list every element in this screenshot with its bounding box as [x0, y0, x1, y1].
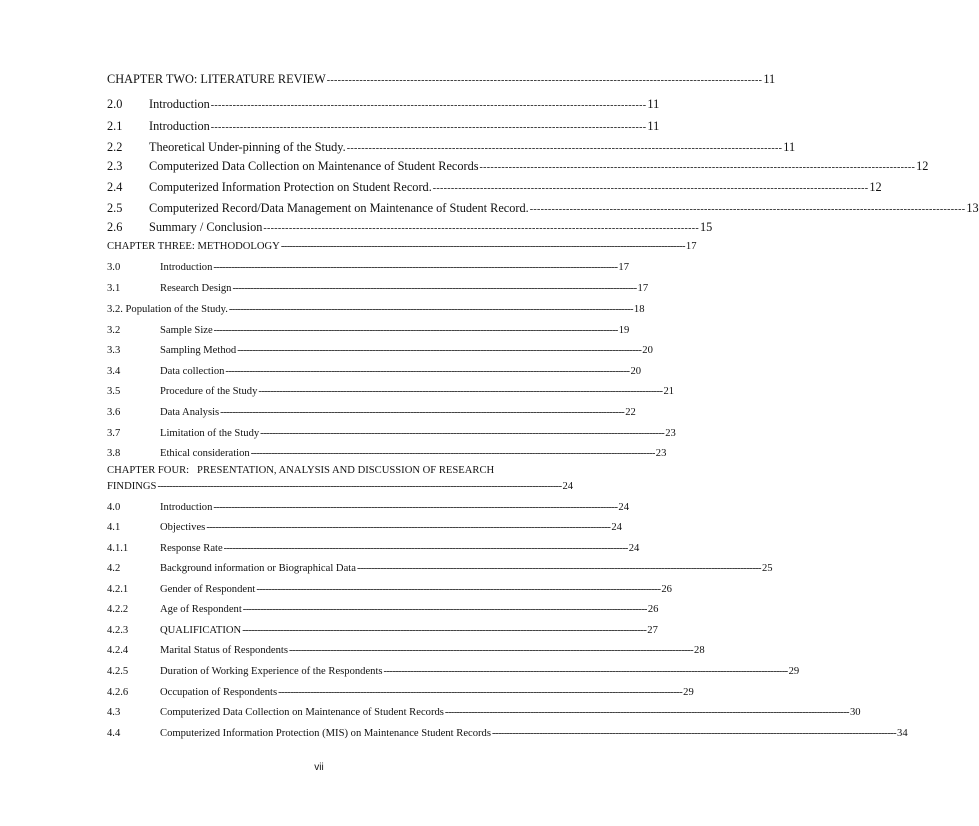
- toc-entry-number: 3.6: [107, 407, 121, 418]
- toc-entry-page: 15: [700, 220, 713, 234]
- toc-entry-number: 2.6: [107, 220, 123, 234]
- toc-entry-page: 22: [625, 407, 636, 418]
- toc-entry-title: Background information or Biographical Data: [160, 563, 356, 574]
- toc-entry-2-3[interactable]: [107, 159, 929, 174]
- dot-leader: ------------------------------------------------------------------------------------------------------------------------------------------: [225, 366, 630, 377]
- toc-entry-4-2-4[interactable]: [107, 645, 705, 656]
- toc-entry-title: Response Rate: [160, 543, 223, 554]
- toc-entry-page: 17: [685, 241, 697, 252]
- toc-entry-title: Data Analysis: [160, 407, 220, 418]
- toc-entry-3-3[interactable]: [107, 345, 653, 356]
- toc-entry-title: CHAPTER TWO: LITERATURE REVIEW: [107, 72, 326, 86]
- toc-entry-number: 2.4: [107, 180, 123, 194]
- toc-entry-number: 4.1.1: [107, 543, 129, 554]
- dot-leader: ------------------------------------------------------------------------------------------------------------------------------------------: [491, 728, 897, 739]
- toc-entry-page: 34: [897, 728, 908, 739]
- toc-entry-title: Procedure of the Study: [160, 386, 258, 397]
- toc-entry-chapter-four-cont[interactable]: [107, 481, 574, 492]
- toc-entry-page: 29: [683, 687, 694, 698]
- dot-leader: ------------------------------------------------------------------------------------------------------------------------: [529, 204, 966, 215]
- toc-entry-page: 23: [655, 448, 667, 459]
- dot-leader: ------------------------------------------------------------------------------------------------------------------------------------------: [223, 543, 628, 554]
- toc-entry-3-6[interactable]: [107, 407, 636, 418]
- toc-entry-number: 3.0: [107, 262, 121, 273]
- toc-entry-page: 26: [647, 604, 659, 615]
- toc-entry-2-2[interactable]: [107, 140, 796, 155]
- toc-entry-number: 4.2.1: [107, 584, 129, 595]
- dot-leader: ------------------------------------------------------------------------------------------------------------------------------------------: [157, 481, 562, 492]
- dot-leader: ------------------------------------------------------------------------------------------------------------------------------------------: [278, 687, 683, 698]
- toc-entry-title: Ethical consideration: [160, 448, 250, 459]
- toc-entry-title: Sample Size: [160, 325, 213, 336]
- toc-entry-page: 24: [628, 543, 640, 554]
- toc-entry-page: 21: [663, 386, 675, 397]
- toc-entry-title: Computerized Information Protection (MIS) on Maintenance Student Records: [160, 728, 491, 739]
- dot-leader: ------------------------------------------------------------------------------------------------------------------------: [210, 100, 647, 111]
- toc-entry-page: 18: [633, 304, 645, 315]
- toc-entry-number: 2.3: [107, 159, 123, 173]
- toc-entry-page: 28: [694, 645, 705, 656]
- toc-entry-2-6[interactable]: [107, 220, 713, 235]
- dot-leader: ------------------------------------------------------------------------------------------------------------------------------------------: [280, 241, 685, 252]
- toc-entry-number: 4.2.3: [107, 625, 129, 636]
- toc-entry-page: 17: [618, 262, 630, 273]
- toc-entry-number: 3.4: [107, 366, 121, 377]
- toc-entry-title: Data collection: [160, 366, 225, 377]
- toc-entry-number: 2.0: [107, 97, 123, 111]
- toc-entry-number: 3.2: [107, 325, 121, 336]
- toc-entry-page: 12: [869, 180, 882, 194]
- toc-entry-title: Sampling Method: [160, 345, 237, 356]
- toc-entry-number: 3.7: [107, 428, 121, 439]
- toc-entry-title: Duration of Working Experience of the Respondents: [160, 666, 383, 677]
- toc-entry-page: 30: [849, 707, 861, 718]
- toc-entry-number: 3.3: [107, 345, 121, 356]
- toc-entry-3-8[interactable]: [107, 448, 667, 459]
- toc-entry-chapter-three[interactable]: [107, 241, 697, 252]
- toc-entry-3-4[interactable]: [107, 366, 642, 377]
- toc-entry-title: QUALIFICATION: [160, 625, 242, 636]
- toc-entry-title: Limitation of the Study: [160, 428, 260, 439]
- toc-entry-page: 12: [916, 159, 929, 173]
- toc-entry-4-2[interactable]: [107, 563, 773, 574]
- toc-entry-chapter-two[interactable]: [107, 72, 776, 87]
- toc-entry-4-4[interactable]: [107, 728, 908, 739]
- toc-entry-number: 2.2: [107, 140, 123, 154]
- toc-entry-page: 29: [788, 666, 800, 677]
- toc-entry-4-3[interactable]: [107, 707, 861, 718]
- toc-entry-number: 4.2.6: [107, 687, 129, 698]
- toc-entry-4-2-5[interactable]: [107, 666, 800, 677]
- toc-entry-4-1-1[interactable]: [107, 543, 640, 554]
- dot-leader: ------------------------------------------------------------------------------------------------------------------------------------------: [213, 325, 618, 336]
- dot-leader: ------------------------------------------------------------------------------------------------------------------------------------------: [220, 407, 625, 418]
- dot-leader: ------------------------------------------------------------------------------------------------------------------------: [263, 223, 700, 234]
- toc-entry-title: Marital Status of Respondents: [160, 645, 288, 656]
- toc-entry-number: 2.5: [107, 201, 123, 215]
- toc-entry-number: 2.1: [107, 119, 123, 133]
- toc-entry-page: 11: [763, 72, 776, 86]
- toc-entry-title: Occupation of Respondents: [160, 687, 278, 698]
- toc-entry-title: Introduction: [160, 502, 213, 513]
- toc-entry-3-7[interactable]: [107, 428, 676, 439]
- dot-leader: ------------------------------------------------------------------------------------------------------------------------: [432, 183, 869, 194]
- toc-entry-page: 20: [630, 366, 642, 377]
- toc-entry-title: Introduction: [160, 262, 213, 273]
- toc-entry-title: Introduction: [149, 97, 210, 111]
- toc-entry-page: 26: [661, 584, 672, 595]
- toc-entry-title: Computerized Data Collection on Maintenance of Student Records: [149, 159, 479, 173]
- toc-entry-2-1[interactable]: [107, 119, 660, 134]
- dot-leader: ------------------------------------------------------------------------------------------------------------------------------------------: [237, 345, 642, 356]
- dot-leader: ------------------------------------------------------------------------------------------------------------------------------------------: [228, 304, 633, 315]
- dot-leader: ------------------------------------------------------------------------------------------------------------------------: [326, 75, 763, 86]
- toc-entry-4-2-1[interactable]: [107, 584, 672, 595]
- toc-entry-page: 19: [618, 325, 630, 336]
- toc-entry-number: 4.1: [107, 522, 121, 533]
- dot-leader: ------------------------------------------------------------------------------------------------------------------------------------------: [258, 386, 663, 397]
- toc-entry-number: 4.4: [107, 728, 121, 739]
- dot-leader: ------------------------------------------------------------------------------------------------------------------------------------------: [260, 428, 665, 439]
- toc-entry-2-5[interactable]: [107, 201, 979, 216]
- toc-entry-population[interactable]: [107, 304, 645, 315]
- toc-entry-4-2-2[interactable]: [107, 604, 659, 615]
- toc-entry-page: 11: [783, 140, 796, 154]
- toc-entry-title: Summary / Conclusion: [149, 220, 263, 234]
- toc-entry-title: Objectives: [160, 522, 206, 533]
- toc-entry-page: 11: [647, 119, 660, 133]
- dot-leader: ------------------------------------------------------------------------------------------------------------------------------------------: [242, 625, 647, 636]
- toc-entry-page: 23: [665, 428, 676, 439]
- toc-entry-title: Theoretical Under-pinning of the Study.: [149, 140, 346, 154]
- toc-entry-4-1[interactable]: [107, 522, 622, 533]
- toc-entry-4-2-6[interactable]: [107, 687, 694, 698]
- toc-entry-page: 27: [647, 625, 658, 636]
- toc-entry-number: 3.8: [107, 448, 121, 459]
- toc-entry-3-0[interactable]: [107, 262, 630, 273]
- dot-leader: ------------------------------------------------------------------------------------------------------------------------------------------: [383, 666, 788, 677]
- dot-leader: ------------------------------------------------------------------------------------------------------------------------------------------: [289, 645, 694, 656]
- toc-entry-title: Computerized Data Collection on Maintenance of Student Records: [160, 707, 444, 718]
- toc-entry-page: 11: [647, 97, 660, 111]
- toc-entry-4-0[interactable]: [107, 502, 630, 513]
- toc-entry-page: 24: [562, 481, 574, 492]
- toc-entry-number: 4.2: [107, 563, 121, 574]
- toc-entry-number: 4.2.2: [107, 604, 129, 615]
- toc-entry-chapter-four[interactable]: [107, 465, 559, 476]
- toc-entry-number: 4.2.4: [107, 645, 129, 656]
- toc-entry-title: FINDINGS: [107, 481, 157, 492]
- toc-entry-page: 17: [637, 283, 649, 294]
- toc-entry-title: CHAPTER FOUR: PRESENTATION, ANALYSIS AND DISCUSSION OF RESEARCH: [107, 465, 495, 476]
- toc-entry-3-2[interactable]: [107, 325, 630, 336]
- toc-entry-title: Age of Respondent: [160, 604, 242, 615]
- dot-leader: ------------------------------------------------------------------------------------------------------------------------: [346, 143, 783, 154]
- toc-entry-title: Gender of Respondent: [160, 584, 256, 595]
- toc-entry-4-2-3[interactable]: [107, 625, 658, 636]
- dot-leader: ------------------------------------------------------------------------------------------------------------------------------------------: [256, 584, 661, 595]
- toc-entry-title: Computerized Record/Data Management on Maintenance of Student Record.: [149, 201, 529, 215]
- toc-entry-number: 3.1: [107, 283, 121, 294]
- toc-entry-2-0[interactable]: [107, 97, 660, 112]
- toc-entry-number: 3.5: [107, 386, 121, 397]
- toc-entry-number: 4.2.5: [107, 666, 129, 677]
- dot-leader: ------------------------------------------------------------------------------------------------------------------------------------------: [242, 604, 647, 615]
- toc-entry-2-4[interactable]: [107, 180, 882, 195]
- dot-leader: ------------------------------------------------------------------------------------------------------------------------------------------: [356, 563, 761, 574]
- dot-leader: ------------------------------------------------------------------------------------------------------------------------------------------: [206, 522, 611, 533]
- toc-entry-title: 3.2. Population of the Study.: [107, 304, 228, 315]
- dot-leader: ------------------------------------------------------------------------------------------------------------------------------------------: [213, 502, 618, 513]
- dot-leader: ------------------------------------------------------------------------------------------------------------------------------------------: [232, 283, 637, 294]
- toc-entry-3-1[interactable]: [107, 283, 649, 294]
- page-number: vii: [314, 762, 324, 773]
- dot-leader: ------------------------------------------------------------------------------------------------------------------------: [210, 122, 647, 133]
- toc-entry-page: 13: [966, 201, 979, 215]
- toc-entry-page: 20: [642, 345, 653, 356]
- toc-entry-title: Research Design: [160, 283, 232, 294]
- toc-entry-number: 4.0: [107, 502, 121, 513]
- toc-entry-page: 24: [618, 502, 630, 513]
- dot-leader: ------------------------------------------------------------------------------------------------------------------------------------------: [444, 707, 849, 718]
- toc-entry-title: Introduction: [149, 119, 210, 133]
- toc-entry-page: 24: [611, 522, 622, 533]
- toc-entry-3-5[interactable]: [107, 386, 675, 397]
- toc-entry-title: CHAPTER THREE: METHODOLOGY: [107, 241, 280, 252]
- dot-leader: ------------------------------------------------------------------------------------------------------------------------------------------: [250, 448, 655, 459]
- toc-entry-title: Computerized Information Protection on Student Record.: [149, 180, 432, 194]
- dot-leader: ------------------------------------------------------------------------------------------------------------------------: [479, 162, 916, 173]
- dot-leader: ------------------------------------------------------------------------------------------------------------------------------------------: [213, 262, 618, 273]
- toc-entry-page: 25: [761, 563, 773, 574]
- toc-entry-number: 4.3: [107, 707, 121, 718]
